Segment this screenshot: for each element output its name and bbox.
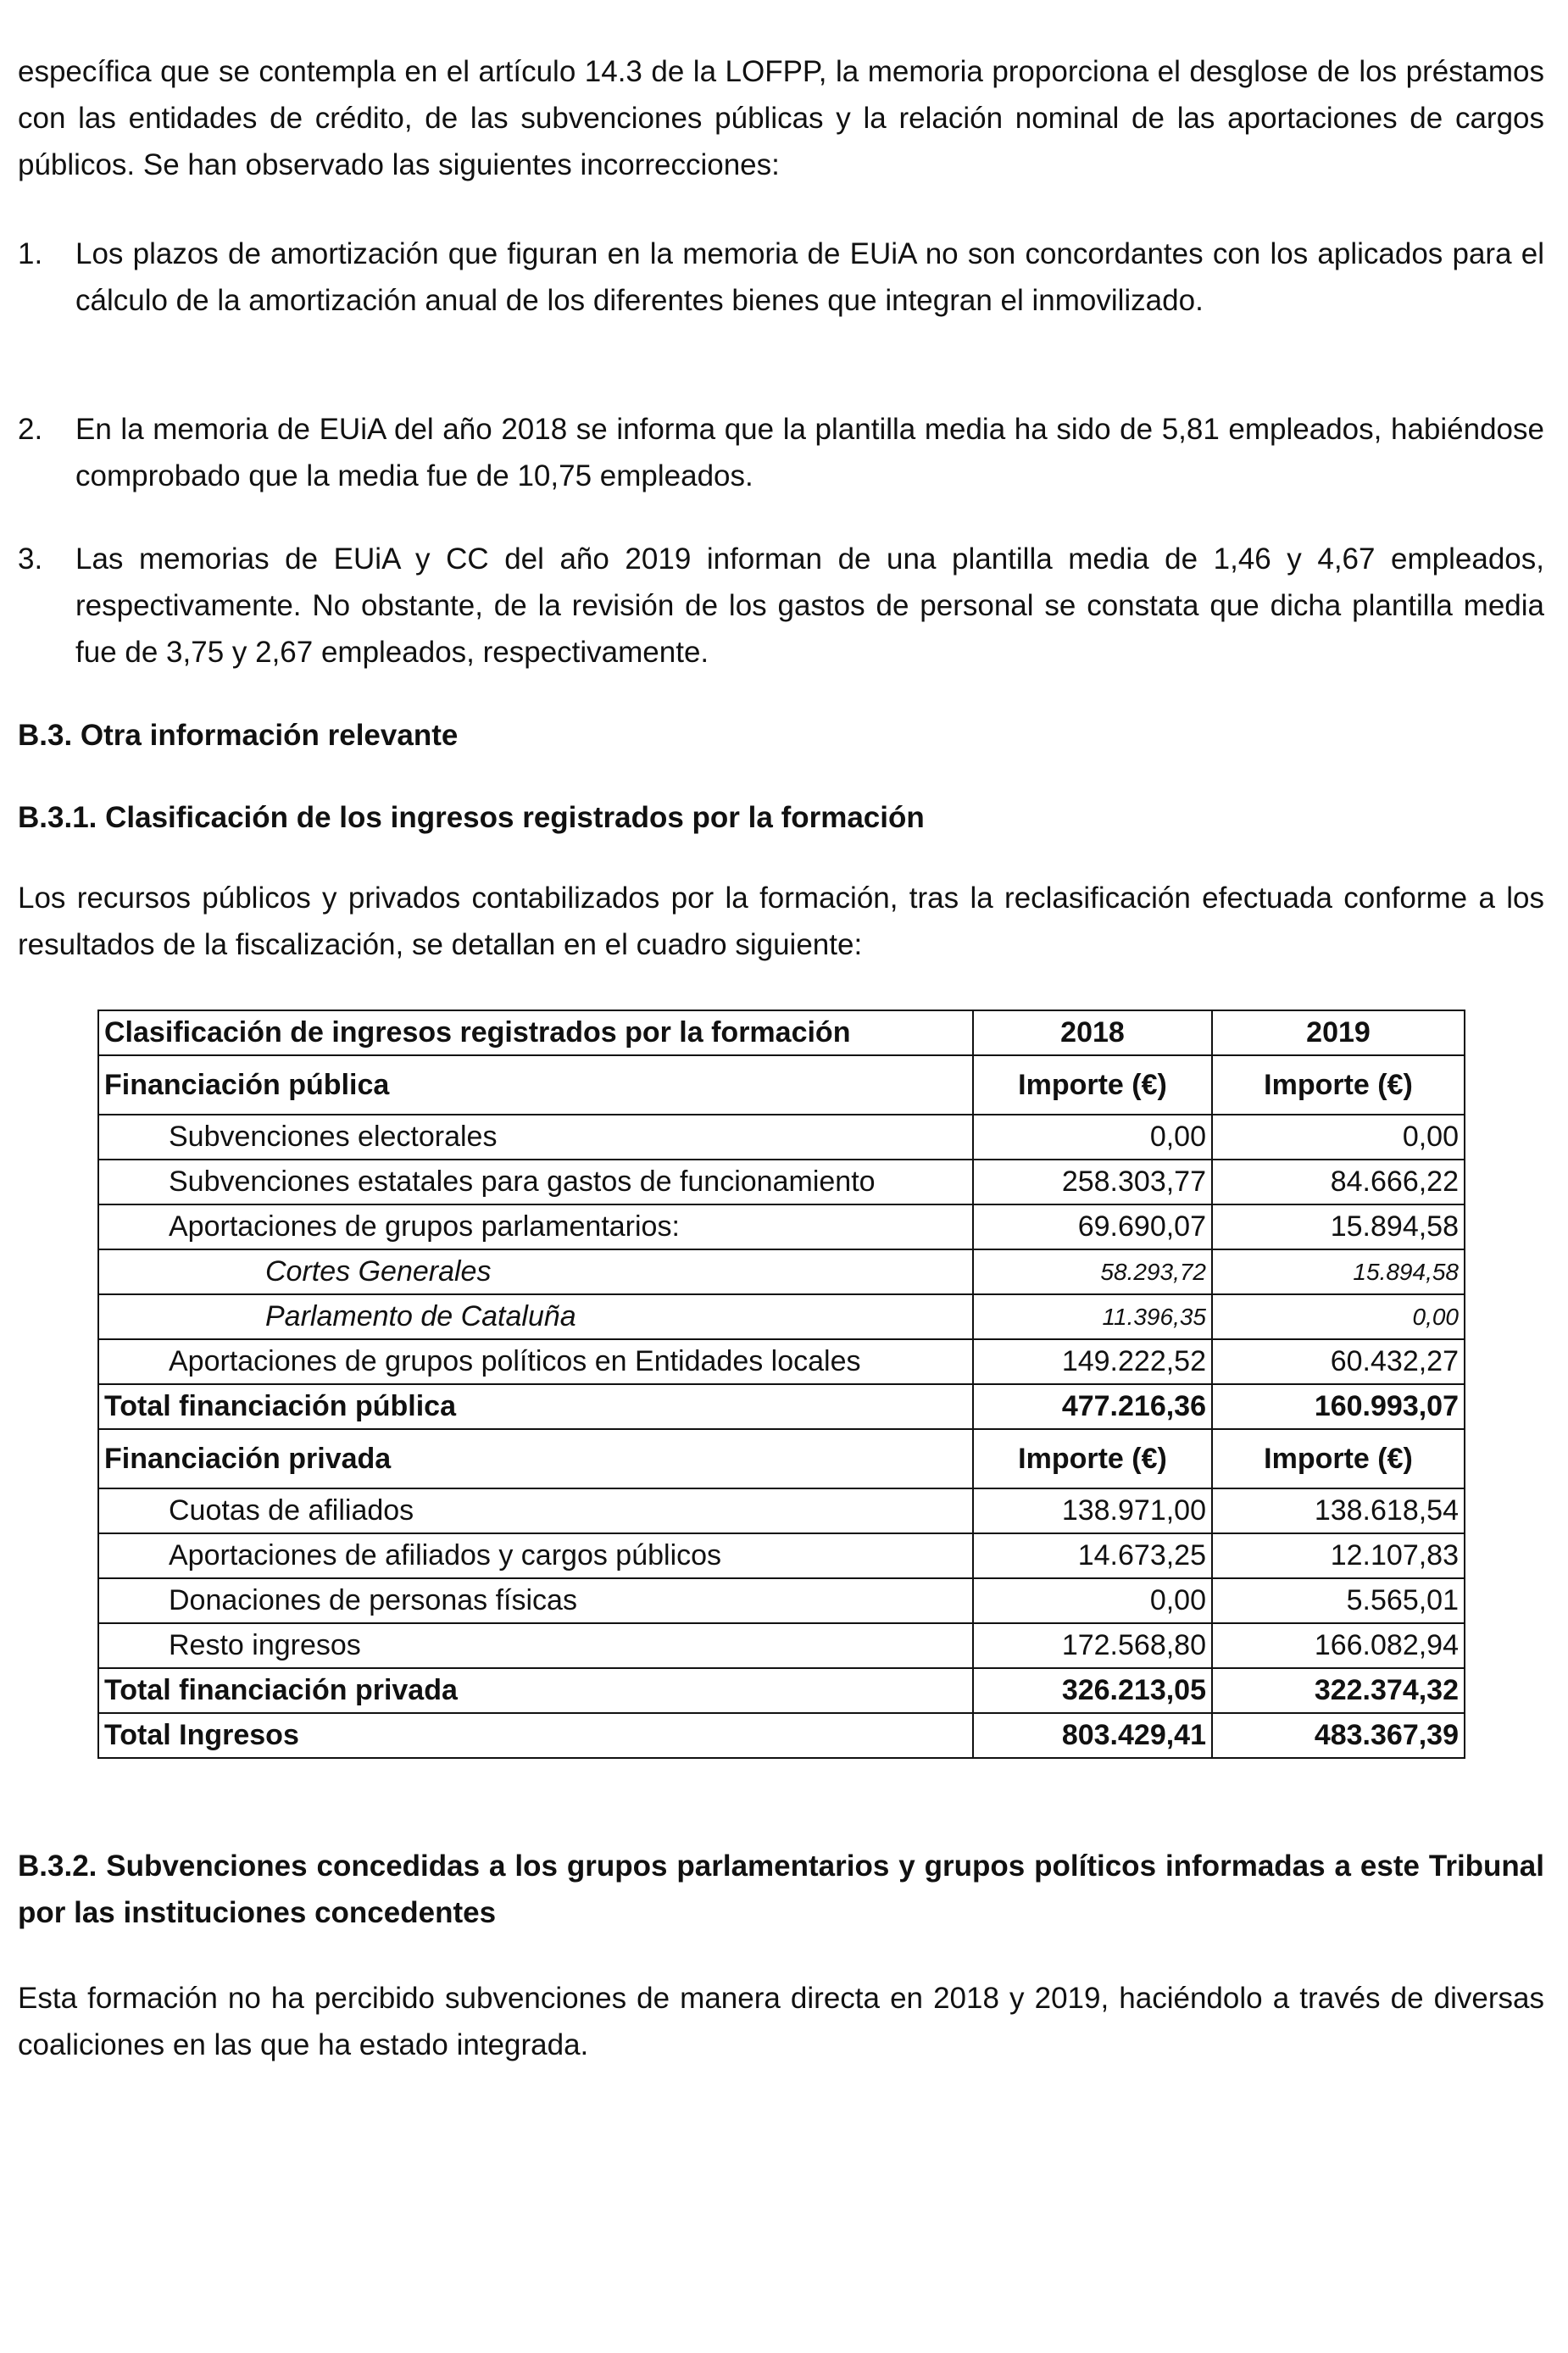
row-label: Subvenciones estatales para gastos de funcionamiento [98,1160,973,1204]
value-2018: 58.293,72 [973,1249,1212,1294]
total-row-private [98,1668,1465,1713]
list-text: Las memorias de EUiA y CC del año 2019 informan de una plantilla media de 1,46 y 4,67 empleados, respectivamente. No obstante, de la revisión de los gastos de personal se constata que dicha plantilla media fue de 3,75 y 2,67 empleados, respectivamente. [75,542,1544,669]
row-label: Resto ingresos [98,1623,973,1668]
table-row [98,1488,1465,1533]
table-subrow [98,1249,1465,1294]
list-text: Los plazos de amortización que figuran en la memoria de EUiA no son concordantes con los aplicados para el cálculo de la amortización anual de los diferentes bienes que integran el inmovilizado. [75,237,1544,317]
table-row [98,1339,1465,1384]
section-label: Financiación privada [98,1429,973,1488]
list-item [18,406,1544,499]
row-label: Donaciones de personas físicas [98,1578,973,1623]
value-2018: 0,00 [973,1578,1212,1623]
header-cell: 2018 [973,1010,1212,1055]
heading: B.3. Otra información relevante [18,719,459,752]
value-2019: 322.374,32 [1212,1668,1465,1713]
b32-paragraph [18,1975,1544,2068]
section-heading-b32 [18,1843,1544,1936]
table-subrow [98,1294,1465,1339]
column-unit: Importe (€) [973,1429,1212,1488]
table-header-row [98,1010,1465,1055]
value-2019: 5.565,01 [1212,1578,1465,1623]
row-label: Aportaciones de grupos parlamentarios: [98,1204,973,1249]
value-2019: 12.107,83 [1212,1533,1465,1578]
value-2018: 11.396,35 [973,1294,1212,1339]
heading: B.3.2. Subvenciones concedidas a los grupos parlamentarios y grupos políticos informadas a este Tribunal por las instituciones concedentes [18,1850,1544,1929]
value-2019: 0,00 [1212,1294,1465,1339]
value-2019: 0,00 [1212,1115,1465,1160]
grand-total-row [98,1713,1465,1758]
value-2018: 803.429,41 [973,1713,1212,1758]
value-2019: 15.894,58 [1212,1249,1465,1294]
income-table [97,1010,1465,1759]
column-unit: Importe (€) [1212,1429,1465,1488]
paragraph: Los recursos públicos y privados contabilizados por la formación, tras la reclasificación efectuada conforme a los resultados de la fiscalización, se detallan en el cuadro siguiente: [18,882,1544,961]
value-2019: 160.993,07 [1212,1384,1465,1429]
value-2019: 84.666,22 [1212,1160,1465,1204]
section-label: Financiación pública [98,1055,973,1115]
table-row [98,1160,1465,1204]
row-label: Parlamento de Cataluña [98,1294,973,1339]
table-row [98,1204,1465,1249]
heading: B.3.1. Clasificación de los ingresos registrados por la formación [18,801,925,834]
value-2019: 166.082,94 [1212,1623,1465,1668]
table-row [98,1623,1465,1668]
section-heading-b3 [18,712,1544,759]
value-2019: 483.367,39 [1212,1713,1465,1758]
value-2018: 138.971,00 [973,1488,1212,1533]
section-row-public [98,1055,1465,1115]
list-number: 2. [18,413,43,446]
value-2018: 14.673,25 [973,1533,1212,1578]
list-item [18,231,1544,324]
value-2018: 326.213,05 [973,1668,1212,1713]
table-row [98,1578,1465,1623]
value-2019: 60.432,27 [1212,1339,1465,1384]
row-label: Cuotas de afiliados [98,1488,973,1533]
row-label: Total financiación privada [98,1668,973,1713]
column-unit: Importe (€) [973,1055,1212,1115]
intro-paragraph [18,48,1544,188]
total-row-public [98,1384,1465,1429]
value-2018: 172.568,80 [973,1623,1212,1668]
table-row [98,1115,1465,1160]
value-2018: 149.222,52 [973,1339,1212,1384]
header-cell: Clasificación de ingresos registrados por la formación [98,1010,973,1055]
list-number: 1. [18,237,43,270]
column-unit: Importe (€) [1212,1055,1465,1115]
row-label: Total financiación pública [98,1384,973,1429]
row-label: Subvenciones electorales [98,1115,973,1160]
section-row-private [98,1429,1465,1488]
row-label: Cortes Generales [98,1249,973,1294]
row-label: Total Ingresos [98,1713,973,1758]
row-label: Aportaciones de afiliados y cargos públicos [98,1533,973,1578]
value-2019: 138.618,54 [1212,1488,1465,1533]
value-2018: 69.690,07 [973,1204,1212,1249]
value-2018: 0,00 [973,1115,1212,1160]
section-heading-b31 [18,794,1544,841]
value-2018: 258.303,77 [973,1160,1212,1204]
b31-paragraph [18,875,1544,968]
list-item [18,536,1544,676]
value-2018: 477.216,36 [973,1384,1212,1429]
intro-text: específica que se contempla en el artículo 14.3 de la LOFPP, la memoria proporciona el desglose de los préstamos con las entidades de crédito, de las subvenciones públicas y la relación nominal de las aportaciones de cargos públicos. Se han observado las siguientes incorrecciones: [18,55,1544,181]
value-2019: 15.894,58 [1212,1204,1465,1249]
paragraph: Esta formación no ha percibido subvenciones de manera directa en 2018 y 2019, haciéndolo a través de diversas coaliciones en las que ha estado integrada. [18,1982,1544,2061]
row-label: Aportaciones de grupos políticos en Entidades locales [98,1339,973,1384]
table-row [98,1533,1465,1578]
list-number: 3. [18,542,43,576]
header-cell: 2019 [1212,1010,1465,1055]
list-text: En la memoria de EUiA del año 2018 se informa que la plantilla media ha sido de 5,81 empleados, habiéndose comprobado que la media fue de 10,75 empleados. [75,413,1544,492]
